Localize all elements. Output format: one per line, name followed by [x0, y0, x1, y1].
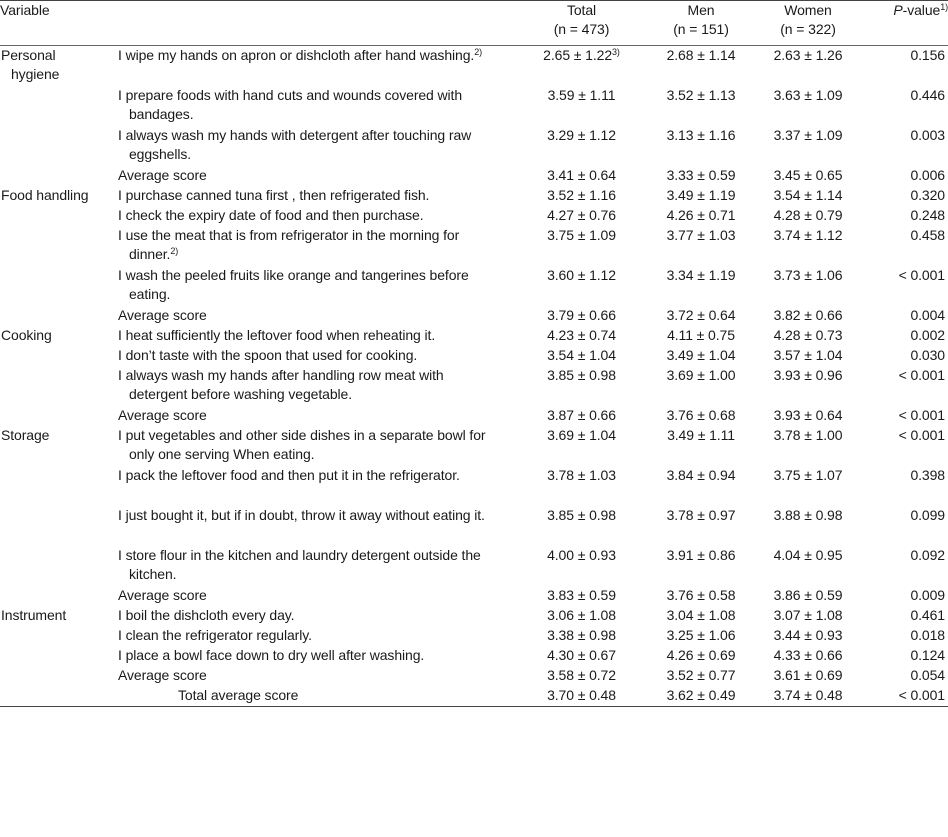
women-cell: 3.44 ± 0.93 [773, 627, 843, 643]
women-cell: 3.75 ± 1.07 [773, 467, 843, 483]
total-value: 3.58 ± 0.72 [547, 667, 616, 683]
p-value-cell: 0.030 [910, 347, 945, 363]
total-cell [510, 266, 653, 306]
p-value-cell: 0.092 [910, 547, 945, 563]
men-cell: 4.11 ± 0.75 [667, 327, 735, 343]
item-label: I don’t taste with the spoon that used for cooking. [118, 347, 418, 363]
men-cell: 3.13 ± 1.16 [666, 127, 736, 143]
women-cell: 3.73 ± 1.06 [773, 267, 843, 283]
table-row [0, 346, 948, 366]
table-row [0, 586, 948, 606]
men-cell: 3.04 ± 1.08 [666, 607, 736, 623]
p-value-cell: 0.054 [910, 667, 945, 683]
women-cell: 3.63 ± 1.09 [773, 87, 843, 103]
table-row [0, 466, 948, 506]
category-cell [0, 126, 118, 166]
p-value-cell: < 0.001 [898, 427, 945, 443]
item-cell [118, 126, 510, 166]
item-cell [118, 426, 510, 466]
women-cell: 3.82 ± 0.66 [773, 307, 843, 323]
header-p-rest: -value [902, 2, 941, 18]
table-row [0, 426, 948, 466]
item-footnote: 2) [474, 47, 482, 57]
header-women-n: (n = 322) [780, 21, 836, 37]
total-cell [510, 346, 653, 366]
header-total-n: (n = 473) [553, 21, 610, 37]
men-cell: 3.49 ± 1.04 [666, 347, 736, 363]
header-women-label: Women [784, 2, 832, 18]
category-cell [0, 586, 118, 606]
item-text [118, 366, 500, 404]
total-value: 3.41 ± 0.64 [547, 167, 616, 183]
men-cell: 4.26 ± 0.71 [666, 207, 736, 223]
table-row [0, 306, 948, 326]
item-cell [118, 466, 510, 506]
women-cell: 2.63 ± 1.26 [773, 47, 843, 63]
table-row [0, 366, 948, 406]
item-cell [118, 186, 510, 206]
header-p-italic: P [893, 2, 903, 18]
table-row [0, 206, 948, 226]
men-cell: 3.76 ± 0.58 [666, 587, 736, 603]
table-row [0, 166, 948, 186]
total-value: 3.59 ± 1.11 [547, 87, 616, 103]
category-cell: Storage [1, 427, 50, 443]
table-row [0, 126, 948, 166]
item-cell [118, 506, 510, 546]
item-label: Average score [118, 587, 207, 603]
item-cell [118, 346, 510, 366]
p-value-cell: 0.009 [910, 587, 945, 603]
item-footnote: 2) [170, 246, 179, 256]
total-value: 3.06 ± 1.08 [547, 607, 616, 623]
item-label: Average score [118, 307, 207, 323]
p-value-cell: 0.458 [910, 227, 945, 243]
item-text [118, 666, 500, 685]
item-cell [118, 206, 510, 226]
category-cell [0, 506, 118, 546]
item-cell [118, 646, 510, 666]
total-cell [510, 86, 653, 126]
table-body [0, 46, 948, 707]
header-men [653, 1, 749, 46]
p-value-cell: 0.320 [910, 187, 945, 203]
category-cell: Personal hygiene [1, 47, 60, 82]
total-value: 3.75 ± 1.09 [547, 227, 616, 243]
category-cell [0, 226, 118, 266]
category-cell [0, 546, 118, 586]
item-text [118, 86, 500, 124]
table-row [0, 606, 948, 626]
item-label: I wipe my hands on apron or dishcloth after hand washing. [118, 47, 475, 63]
women-cell: 3.74 ± 1.12 [773, 227, 843, 243]
table-row [0, 186, 948, 206]
women-cell: 4.04 ± 0.95 [773, 547, 843, 563]
header-men-label: Men [687, 2, 715, 18]
men-cell: 2.68 ± 1.14 [666, 47, 736, 63]
item-label: I place a bowl face down to dry well after washing. [118, 647, 425, 663]
total-cell [510, 646, 653, 666]
women-cell: 3.86 ± 0.59 [773, 587, 843, 603]
p-value-cell: 0.398 [910, 467, 945, 483]
total-footnote: 3) [612, 47, 620, 57]
men-cell: 3.52 ± 0.77 [666, 667, 736, 683]
men-cell: 3.25 ± 1.06 [666, 627, 736, 643]
women-cell: 3.07 ± 1.08 [773, 607, 843, 623]
item-label: I purchase canned tuna first , then refrigerated fish. [118, 187, 430, 203]
item-text [118, 166, 500, 185]
table-row [0, 626, 948, 646]
category-cell [0, 266, 118, 306]
total-cell [510, 326, 653, 346]
women-cell: 3.61 ± 0.69 [773, 667, 843, 683]
item-label: I always wash my hands after handling row meat with detergent before washing vegetable. [118, 367, 444, 402]
total-average-label: Total average score [178, 687, 299, 703]
item-cell [118, 326, 510, 346]
p-value-cell: 0.006 [910, 167, 945, 183]
total-value: 3.60 ± 1.12 [547, 267, 616, 283]
item-text [118, 266, 500, 304]
total-value: 3.78 ± 1.03 [547, 467, 616, 483]
category-cell [0, 206, 118, 226]
item-label: Average score [118, 167, 207, 183]
total-value: 4.30 ± 0.67 [547, 647, 616, 663]
item-cell [118, 46, 510, 87]
p-value-cell: 0.002 [910, 327, 945, 343]
total-value: 4.00 ± 0.93 [547, 547, 616, 563]
header-variable: Variable [0, 1, 510, 46]
item-label: I boil the dishcloth every day. [118, 607, 295, 623]
category-cell [0, 366, 118, 406]
table-row [0, 406, 948, 426]
item-text [118, 186, 500, 205]
item-text [118, 226, 500, 264]
total-value: 3.85 ± 0.98 [547, 507, 616, 523]
women-cell: 4.28 ± 0.73 [773, 327, 843, 343]
women-cell: 3.54 ± 1.14 [773, 187, 843, 203]
category-cell [0, 646, 118, 666]
table-row [0, 506, 948, 546]
category-cell: Instrument [1, 607, 67, 623]
category-cell [0, 466, 118, 506]
p-value-cell: 0.124 [910, 647, 945, 663]
table-row [0, 46, 948, 87]
table-row [0, 266, 948, 306]
item-text [118, 626, 500, 645]
p-value-cell: 0.003 [910, 127, 945, 143]
total-cell [510, 186, 653, 206]
total-value: 3.54 ± 1.04 [547, 347, 616, 363]
p-value-cell: < 0.001 [898, 367, 945, 383]
item-cell [118, 606, 510, 626]
women-cell: 3.93 ± 0.64 [773, 407, 843, 423]
p-value-cell: 0.248 [910, 207, 945, 223]
item-label: Average score [118, 407, 207, 423]
item-cell [118, 86, 510, 126]
total-cell [510, 226, 653, 266]
men-cell: 3.77 ± 1.03 [666, 227, 736, 243]
category-cell [0, 406, 118, 426]
category-cell [0, 346, 118, 366]
item-cell [118, 546, 510, 586]
item-text [118, 406, 500, 425]
item-label: I pack the leftover food and then put it in the refrigerator. [118, 467, 460, 483]
women-cell: 4.33 ± 0.66 [773, 647, 843, 663]
total-value: 3.85 ± 0.98 [547, 367, 616, 383]
item-cell [118, 626, 510, 646]
item-label: I prepare foods with hand cuts and wounds covered with bandages. [118, 87, 463, 122]
table-row [0, 546, 948, 586]
p-value-cell: < 0.001 [898, 407, 945, 423]
men-cell: 3.62 ± 0.49 [653, 686, 749, 707]
p-value-cell: 0.099 [910, 507, 945, 523]
total-cell [510, 406, 653, 426]
item-label: I just bought it, but if in doubt, throw it away without eating it. [118, 507, 485, 523]
men-cell: 3.49 ± 1.11 [667, 427, 735, 443]
item-text [118, 546, 500, 584]
item-text [118, 586, 500, 605]
item-cell [118, 166, 510, 186]
total-cell [510, 426, 653, 466]
women-cell: 3.37 ± 1.09 [773, 127, 843, 143]
total-cell [510, 206, 653, 226]
p-value-cell: < 0.001 [867, 686, 948, 707]
item-cell [118, 586, 510, 606]
total-cell [510, 626, 653, 646]
total-value: 4.27 ± 0.76 [547, 207, 616, 223]
item-text [118, 466, 500, 485]
item-text [118, 506, 500, 525]
header-p-value [867, 1, 948, 46]
item-text [118, 346, 500, 365]
total-cell: 3.70 ± 0.48 [510, 686, 653, 707]
total-value: 4.23 ± 0.74 [547, 327, 616, 343]
men-cell: 3.84 ± 0.94 [666, 467, 736, 483]
women-cell: 3.74 ± 0.48 [749, 686, 867, 707]
total-cell [510, 586, 653, 606]
item-label: I check the expiry date of food and then purchase. [118, 207, 424, 223]
item-text [118, 606, 500, 625]
category-cell [0, 86, 118, 126]
table-row [0, 646, 948, 666]
item-cell [118, 686, 510, 707]
men-cell: 3.49 ± 1.19 [666, 187, 736, 203]
item-label: I use the meat that is from refrigerator in the morning for dinner. [118, 227, 460, 262]
item-cell [118, 366, 510, 406]
total-value: 3.87 ± 0.66 [547, 407, 616, 423]
p-value-cell: 0.446 [910, 87, 945, 103]
total-cell [510, 606, 653, 626]
men-cell: 3.33 ± 0.59 [666, 167, 736, 183]
item-text [118, 206, 500, 225]
women-cell: 3.78 ± 1.00 [773, 427, 843, 443]
header-total-label: Total [566, 2, 597, 18]
table-row [0, 226, 948, 266]
category-cell [0, 166, 118, 186]
category-cell [0, 686, 118, 707]
table-row [0, 86, 948, 126]
category-cell: Food handling [1, 187, 89, 203]
men-cell: 3.76 ± 0.68 [666, 407, 736, 423]
p-value-cell: 0.156 [910, 47, 945, 63]
item-label: I heat sufficiently the leftover food when reheating it. [118, 327, 436, 343]
women-cell: 3.88 ± 0.98 [773, 507, 843, 523]
item-label: I clean the refrigerator regularly. [118, 627, 312, 643]
item-cell [118, 226, 510, 266]
total-cell [510, 306, 653, 326]
item-text [118, 126, 500, 164]
item-cell [118, 406, 510, 426]
total-value: 3.83 ± 0.59 [547, 587, 616, 603]
total-cell [510, 166, 653, 186]
item-label: I store flour in the kitchen and laundry detergent outside the kitchen. [118, 547, 481, 582]
header-men-n: (n = 151) [673, 21, 729, 37]
item-label: Average score [118, 667, 207, 683]
total-cell [510, 366, 653, 406]
men-cell: 3.69 ± 1.00 [666, 367, 736, 383]
p-value-cell: < 0.001 [898, 267, 945, 283]
men-cell: 4.26 ± 0.69 [666, 647, 736, 663]
total-value: 3.52 ± 1.16 [547, 187, 616, 203]
item-text [118, 646, 500, 665]
total-value: 2.65 ± 1.22 [543, 47, 613, 63]
total-value: 3.29 ± 1.12 [547, 127, 616, 143]
item-text [118, 306, 500, 325]
total-cell [510, 666, 653, 686]
men-cell: 3.78 ± 0.97 [666, 507, 736, 523]
women-cell: 4.28 ± 0.79 [773, 207, 843, 223]
p-value-cell: 0.004 [910, 307, 945, 323]
item-cell [118, 306, 510, 326]
header-p-footnote: 1) [940, 2, 948, 12]
total-value: 3.69 ± 1.04 [547, 427, 616, 443]
p-value-cell: 0.018 [910, 627, 945, 643]
table-header-row [0, 1, 948, 46]
total-cell [510, 466, 653, 506]
men-cell: 3.91 ± 0.86 [666, 547, 736, 563]
total-cell [510, 46, 653, 87]
item-text [118, 326, 500, 345]
category-cell: Cooking [1, 327, 52, 343]
total-value: 3.38 ± 0.98 [547, 627, 616, 643]
item-text [118, 426, 500, 464]
total-cell [510, 506, 653, 546]
item-label: I wash the peeled fruits like orange and tangerines before eating. [118, 267, 469, 302]
item-label: I put vegetables and other side dishes in a separate bowl for only one serving When eating. [118, 427, 486, 462]
category-cell [0, 626, 118, 646]
women-cell: 3.93 ± 0.96 [773, 367, 843, 383]
men-cell: 3.72 ± 0.64 [666, 307, 736, 323]
men-cell: 3.52 ± 1.13 [666, 87, 736, 103]
total-cell [510, 546, 653, 586]
category-cell [0, 306, 118, 326]
item-cell [118, 266, 510, 306]
header-women [749, 1, 867, 46]
item-label: I always wash my hands with detergent after touching raw eggshells. [118, 127, 472, 162]
table-row [0, 666, 948, 686]
header-total [510, 1, 653, 46]
item-cell [118, 666, 510, 686]
men-cell: 3.34 ± 1.19 [666, 267, 736, 283]
total-average-row [0, 686, 948, 707]
total-value: 3.79 ± 0.66 [547, 307, 616, 323]
p-value-cell: 0.461 [910, 607, 945, 623]
table-row [0, 326, 948, 346]
women-cell: 3.45 ± 0.65 [773, 167, 843, 183]
women-cell: 3.57 ± 1.04 [773, 347, 843, 363]
category-cell [0, 666, 118, 686]
item-text [118, 46, 500, 65]
total-cell [510, 126, 653, 166]
